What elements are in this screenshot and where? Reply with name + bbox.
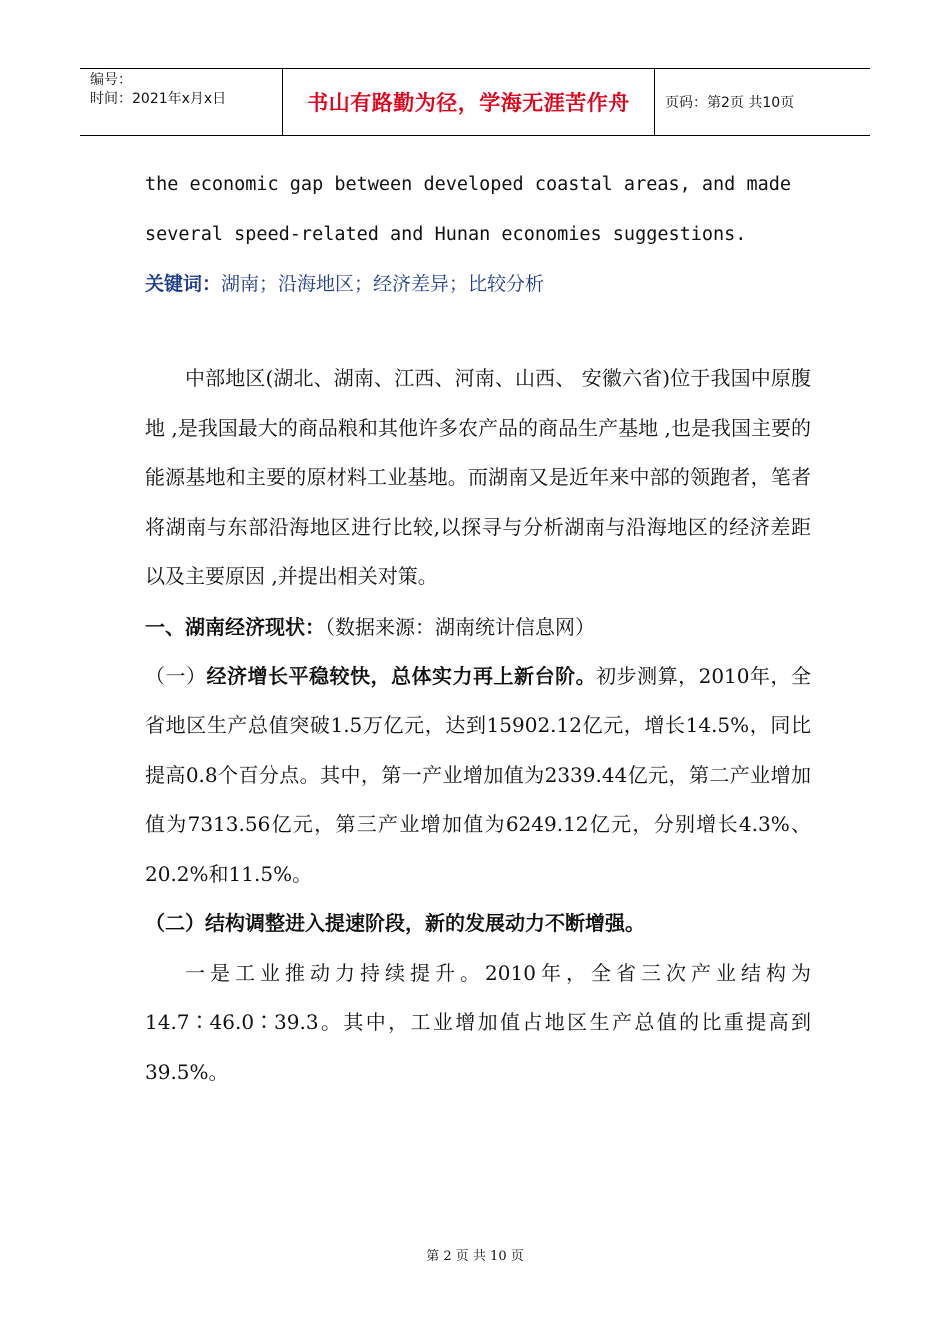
subsection-1-title: 经济增长平稳较快，总体实力再上新台阶。 <box>206 663 597 688</box>
document-body <box>145 160 811 1097</box>
subsection-2-title: （二）结构调整进入提速阶段，新的发展动力不断增强。 <box>145 911 645 935</box>
document-time-label: 时间：2021年x月x日 <box>90 91 227 107</box>
document-number-label: 编号： <box>90 72 132 88</box>
subsection-1-text: 初步测算，2010年，全省地区生产总值突破1.5万亿元，达到15902.12亿元，增长14.5%，同比提高0.8个百分点。其中，第一产业增加值为2339.44亿元，第二产业增加值为7313.56亿元，第三产业增加值为6249.12亿元，分别增长4.3%、20.2%和11.5%。 <box>145 663 812 886</box>
keywords-text: 湖南；沿海地区；经济差异；比较分析 <box>221 273 545 295</box>
header-motto: 书山有路勤为径，学海无涯苦作舟 <box>283 69 655 135</box>
section-source: （数据来源：湖南统计信息网） <box>325 614 595 639</box>
blank-line <box>145 308 811 354</box>
header-meta-cell <box>80 69 283 135</box>
intro-paragraph: 中部地区(湖北、湖南、江西、河南、山西、 安徽六省)位于我国中原腹地 ,是我国最大的商品粮和其他许多农产品的商品生产基地 ,也是我国主要的能源基地和主要的原材料工业基地。而湖南又是近年来中部的领跑者，笔者将湖南与东部沿海地区进行比较,以探寻与分析湖南与沿海地区的经济差距以及主要原因 ,并提出相关对策。 <box>145 366 811 588</box>
keywords-line <box>145 260 811 308</box>
page-footer: 第 2 页 共 10 页 <box>426 1249 524 1264</box>
section-heading <box>145 602 811 652</box>
abstract-line-2: several speed-related and Hunan economies suggestions. <box>145 224 747 245</box>
subsection-1-paragraph <box>145 652 811 900</box>
header-page-info: 页码：第2页 共10页 <box>665 95 795 111</box>
keywords-label: 关键词： <box>145 273 222 295</box>
subsection-2-paragraph: 一是工业推动力持续提升。2010年，全省三次产业结构为14.7∶46.0∶39.3。其中，工业增加值占地区生产总值的比重提高到39.5%。 <box>145 960 811 1084</box>
abstract-line-1: the economic gap between developed coastal areas, and made <box>145 174 792 195</box>
header-table <box>80 68 870 136</box>
section-title: 一、湖南经济现状： <box>145 614 325 639</box>
subsection-1-number: （一） <box>145 663 207 688</box>
